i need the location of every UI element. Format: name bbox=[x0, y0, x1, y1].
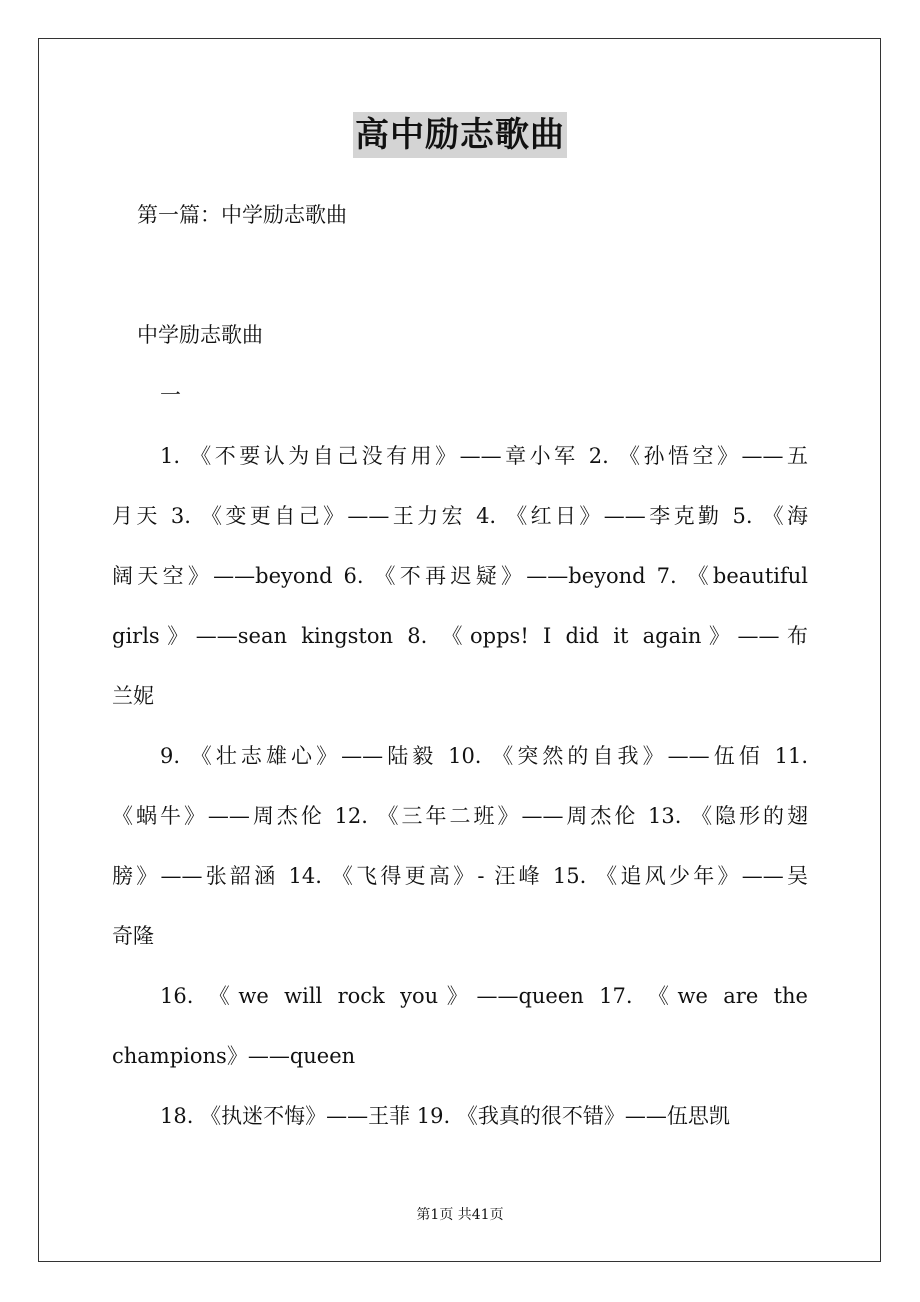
paragraph bbox=[112, 426, 808, 726]
document-title: 高中励志歌曲 bbox=[353, 112, 567, 158]
document-body bbox=[112, 426, 808, 1146]
subheading: 中学励志歌曲 bbox=[137, 323, 263, 347]
text-line: 18. 《执迷不悔》——王菲 19. 《我真的很不错》——伍思凯 bbox=[160, 1104, 730, 1128]
document-title-block bbox=[0, 112, 920, 158]
paragraph bbox=[112, 966, 808, 1086]
text-line: 1. 《不要认为自己没有用》——章小军 2. 《孙悟空》——五 bbox=[160, 444, 808, 468]
part-marker: 一 bbox=[160, 383, 181, 407]
text-line: 9. 《壮志雄心》——陆毅 10. 《突然的自我》——伍佰 11. bbox=[160, 744, 808, 768]
section-heading: 第一篇：中学励志歌曲 bbox=[137, 203, 347, 227]
text-line: 奇隆 bbox=[112, 924, 154, 948]
text-line: 《蜗牛》——周杰伦 12. 《三年二班》——周杰伦 13. 《隐形的翅 bbox=[112, 804, 808, 828]
text-line: 月天 3. 《变更自己》——王力宏 4. 《红日》——李克勤 5. 《海 bbox=[112, 504, 808, 528]
text-line: 兰妮 bbox=[112, 684, 154, 708]
text-line: 16. 《we will rock you》——queen 17. 《we are the bbox=[160, 984, 808, 1008]
page-footer: 第1页 共41页 bbox=[416, 1207, 504, 1223]
paragraph bbox=[112, 726, 808, 966]
text-line: girls》——sean kingston 8. 《opps! I did it again》——布 bbox=[112, 624, 808, 648]
text-line: champions》——queen bbox=[112, 1044, 356, 1068]
paragraph bbox=[112, 1086, 808, 1146]
text-line: 膀》——张韶涵 14. 《飞得更高》- 汪峰 15. 《追风少年》——吴 bbox=[112, 864, 808, 888]
text-line: 阔天空》——beyond 6. 《不再迟疑》——beyond 7. 《beautiful bbox=[112, 564, 808, 588]
